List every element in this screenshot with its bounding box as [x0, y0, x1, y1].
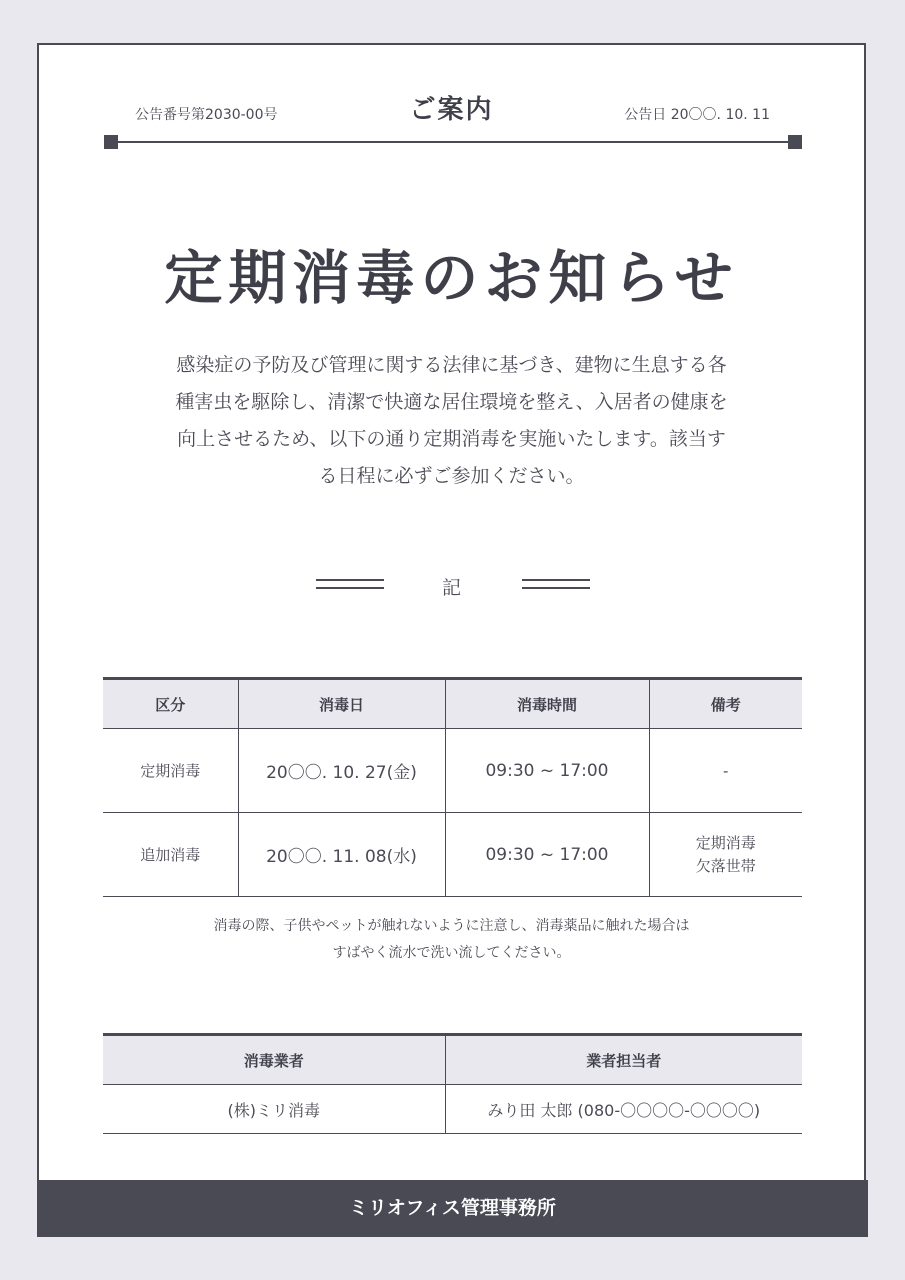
notice-date: 公告日 20〇〇. 10. 11: [624, 107, 770, 123]
table-row: [103, 729, 802, 813]
header-divider: [111, 141, 795, 143]
column-header: 消毒日: [238, 679, 445, 729]
note-line: 消毒の際、子供やペットが触れないように注意し、消毒薬品に触れた場合は: [213, 918, 690, 934]
schedule-table: [103, 677, 802, 897]
time-cell: 09:30 ~ 17:00: [445, 813, 649, 897]
remark-cell: [649, 813, 802, 897]
date-cell: 20〇〇. 10. 27(金): [238, 729, 445, 813]
ki-label: 記: [441, 577, 461, 599]
intro-line: 向上させるため、以下の通り定期消毒を実施いたします。該当す: [177, 428, 726, 450]
vendor-contact: みり田 太郎 (080-〇〇〇〇-〇〇〇〇): [445, 1085, 802, 1134]
remark-cell: -: [649, 729, 802, 813]
column-header: 備考: [649, 679, 802, 729]
page-title: 定期消毒のお知らせ: [164, 244, 739, 312]
type-cell: 追加消毒: [103, 813, 238, 897]
table-header-row: [103, 1035, 802, 1085]
intro-line: 種害虫を駆除し、清潔で快適な居住環境を整え、入居者の健康を: [175, 391, 728, 413]
header-title: ご案内: [409, 95, 494, 125]
remark-line: 欠落世帯: [695, 856, 756, 875]
time-cell: 09:30 ~ 17:00: [445, 729, 649, 813]
double-rule-right: [522, 579, 590, 589]
column-header: 業者担当者: [445, 1035, 802, 1085]
intro-line: る日程に必ずご参加ください。: [318, 465, 585, 487]
column-header: 区分: [103, 679, 238, 729]
date-cell: 20〇〇. 11. 08(水): [238, 813, 445, 897]
divider-end-square-right: [788, 135, 802, 149]
column-header: 消毒業者: [103, 1035, 445, 1085]
intro-line: 感染症の予防及び管理に関する法律に基づき、建物に生息する各: [176, 354, 727, 376]
remark-line: 定期消毒: [695, 833, 756, 852]
column-header: 消毒時間: [445, 679, 649, 729]
notice-sheet: [37, 43, 866, 1237]
table-row: [103, 1085, 802, 1134]
notice-number: 公告番号第2030-00号: [135, 107, 278, 123]
table-header-row: [103, 679, 802, 729]
divider-end-square-left: [104, 135, 118, 149]
caution-note: [39, 913, 864, 967]
vendor-company: (株)ミリ消毒: [103, 1085, 445, 1134]
intro-paragraph: [139, 347, 764, 495]
type-cell: 定期消毒: [103, 729, 238, 813]
table-row: [103, 813, 802, 897]
footer-banner: ミリオフィス管理事務所: [37, 1180, 868, 1237]
note-line: すばやく流水で洗い流してください。: [332, 945, 571, 961]
vendor-table: [103, 1033, 802, 1134]
